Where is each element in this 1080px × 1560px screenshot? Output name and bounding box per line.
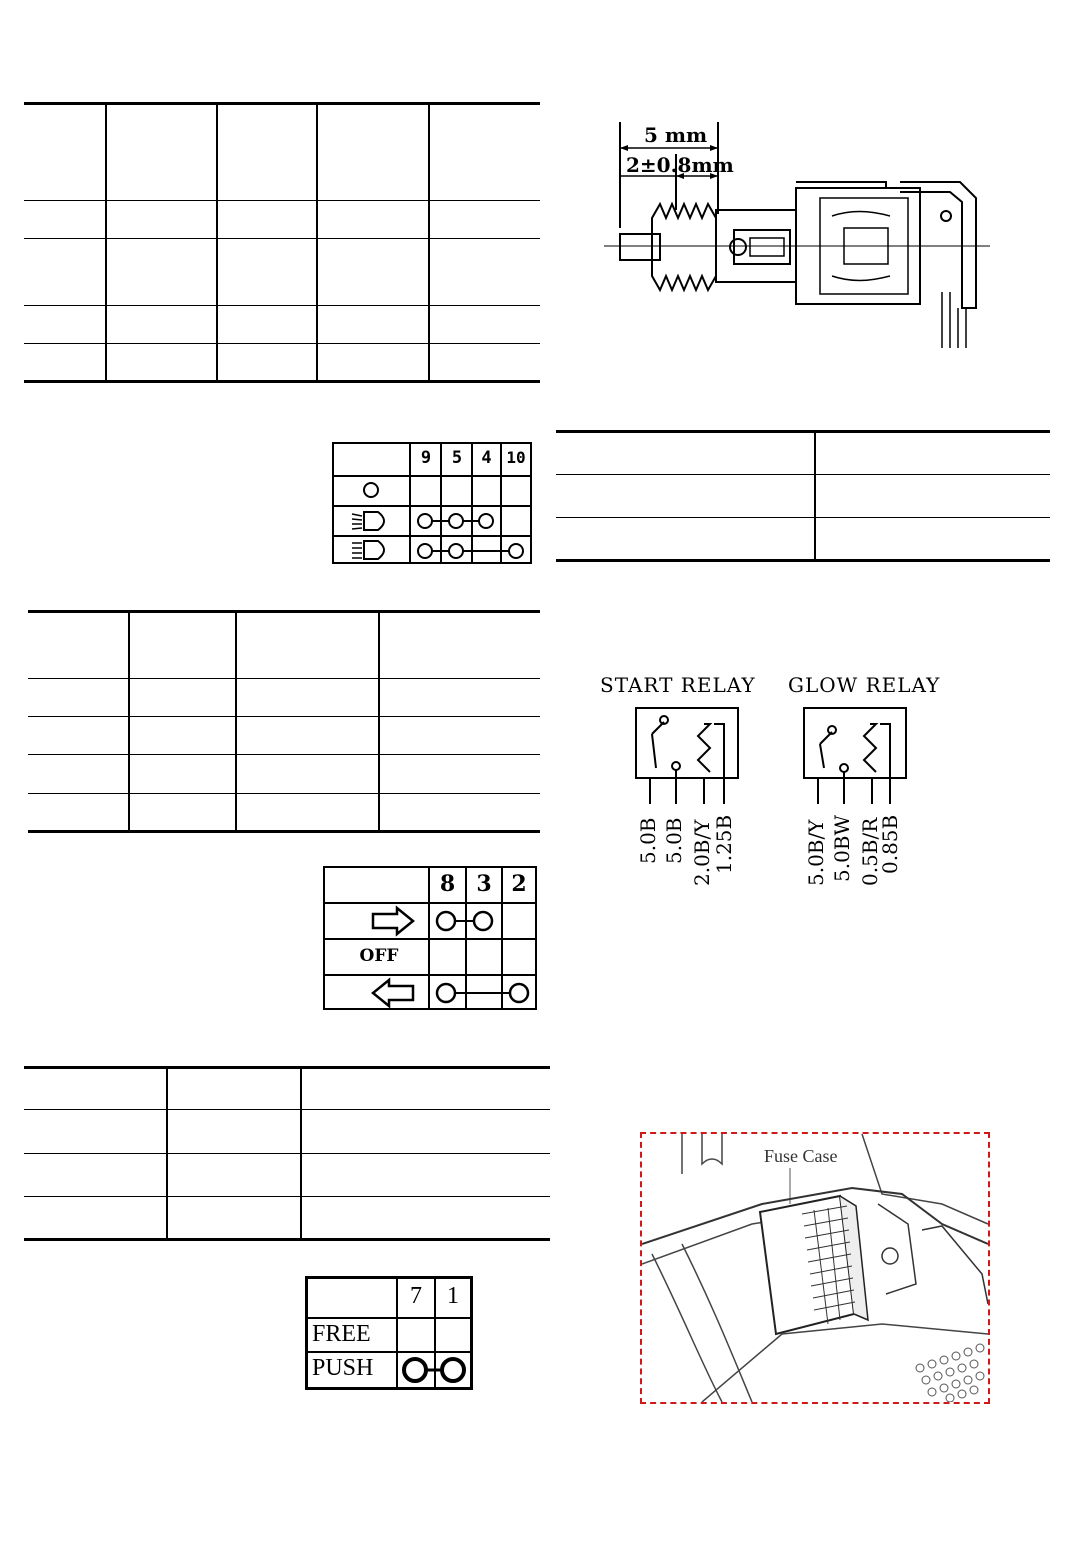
glow-wire-2: 5.0BW — [830, 814, 854, 882]
off-position-label: OFF — [359, 946, 399, 966]
terminal-1-label: 1 — [447, 1283, 459, 1309]
push-position-label: PUSH — [312, 1355, 374, 1381]
turn-switch-chart — [323, 866, 537, 1010]
terminal-9-label: 9 — [420, 448, 432, 468]
light-switch-chart — [332, 442, 532, 564]
glow-wire-1: 5.0B/Y — [804, 819, 828, 886]
right-arrow-icon — [373, 908, 413, 934]
dim-inner-label: 2±0.8mm — [626, 153, 734, 177]
terminal-5-label: 5 — [451, 448, 463, 468]
low-beam-icon — [352, 512, 384, 530]
fuse-case-illustration — [642, 1134, 988, 1402]
free-position-label: FREE — [312, 1321, 371, 1347]
dim-outer-label: 5 mm — [644, 123, 708, 147]
start-relay-title: START RELAY — [600, 673, 756, 697]
left-arrow-icon — [373, 980, 413, 1006]
glow-relay-symbol — [804, 708, 906, 804]
terminal-8-label: 8 — [439, 871, 456, 897]
glow-relay-title: GLOW RELAY — [788, 673, 941, 697]
turn-switch-icons — [325, 868, 535, 1008]
terminal-2-label: 2 — [511, 871, 527, 897]
switch-dimension-figure — [600, 118, 1000, 350]
start-wire-1: 5.0B — [636, 817, 660, 864]
terminal-3-label: 3 — [476, 871, 492, 897]
horn-switch-chart — [305, 1276, 473, 1390]
glow-wire-4: 0.85B — [878, 814, 902, 874]
fuse-case-figure — [640, 1132, 990, 1404]
glow-wire-3: 0.5B/R — [858, 817, 882, 886]
start-wire-4: 1.25B — [712, 814, 736, 874]
terminal-10-label: 10 — [506, 448, 526, 467]
terminal-4-label: 4 — [481, 448, 492, 468]
terminal-7-label: 7 — [410, 1283, 422, 1309]
start-wire-2: 5.0B — [662, 817, 686, 864]
start-wire-3: 2.0B/Y — [690, 819, 714, 886]
fuse-case-label: Fuse Case — [764, 1146, 838, 1166]
off-icon — [364, 483, 378, 497]
start-relay-symbol — [636, 708, 738, 804]
horn-switch-connection — [308, 1279, 470, 1387]
relay-diagram — [592, 664, 976, 894]
light-switch-icons — [334, 444, 530, 562]
high-beam-icon — [352, 541, 384, 559]
